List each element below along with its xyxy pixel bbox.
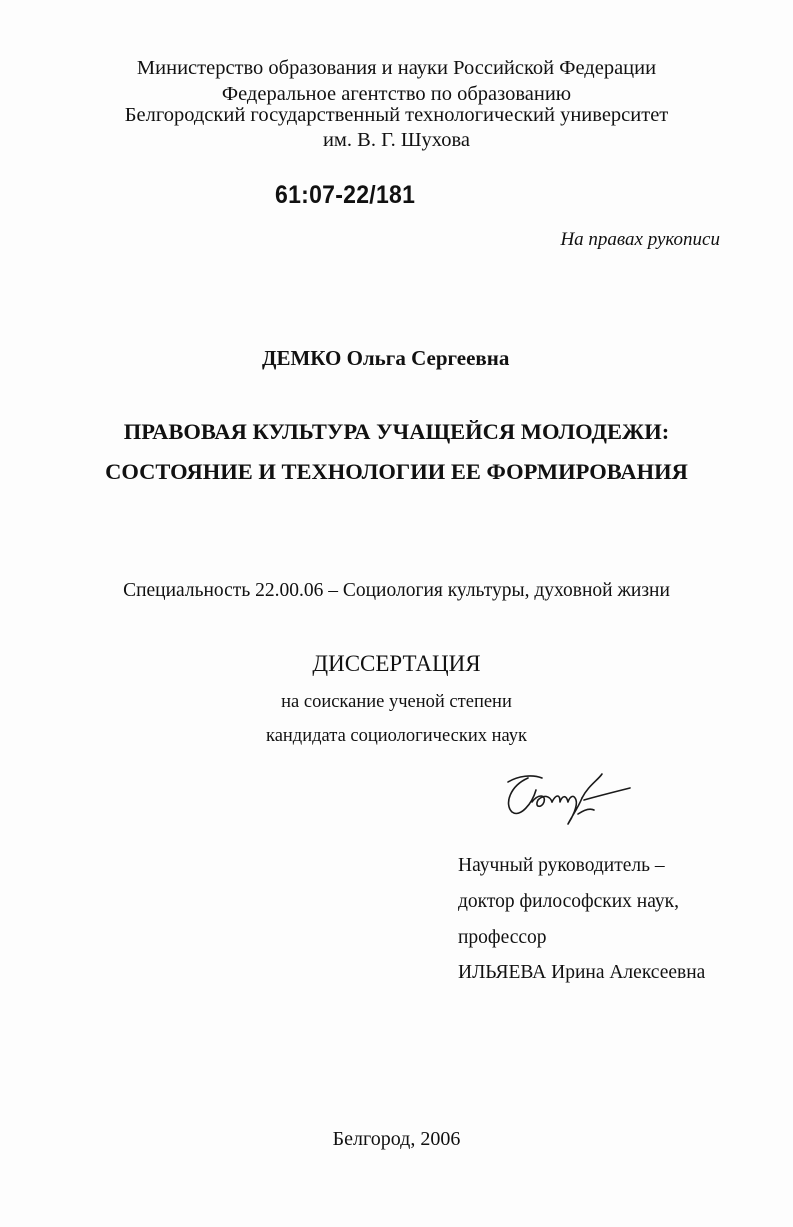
ministry-name: Министерство образования и науки Российской Федерации [136, 57, 657, 79]
supervisor-name: ИЛЬЯЕВА Ирина Алексеевна [458, 962, 706, 983]
dissertation-title-line-1: ПРАВОВАЯ КУЛЬТУРА УЧАЩЕЙСЯ МОЛОДЕЖИ: [123, 419, 670, 444]
supervisor-title: профессор [458, 927, 547, 948]
agency-name: Федеральное агентство по образованию [221, 83, 572, 105]
document-type: ДИССЕРТАЦИЯ [312, 651, 481, 676]
author-name: ДЕМКО Ольга Сергеевна [262, 346, 510, 370]
supervisor-degree: доктор философских наук, [458, 891, 679, 912]
university-named-after: им. В. Г. Шухова [322, 129, 471, 151]
catalog-code: 61:07-22/181 [275, 181, 416, 209]
manuscript-rights-note: На правах рукописи [560, 229, 720, 250]
specialty: Специальность 22.00.06 – Социология культуры, духовной жизни [123, 580, 670, 601]
degree-line-2: кандидата социологических наук [265, 726, 528, 746]
supervisor-label: Научный руководитель – [458, 855, 665, 876]
university-name: Белгородский государственный технологический университет [124, 104, 669, 126]
dissertation-title-line-2: СОСТОЯНИЕ И ТЕХНОЛОГИИ ЕЕ ФОРМИРОВАНИЯ [105, 459, 688, 484]
city-year: Белгород, 2006 [332, 1128, 461, 1150]
author-signature [498, 768, 638, 828]
degree-line-1: на соискание ученой степени [281, 692, 512, 712]
